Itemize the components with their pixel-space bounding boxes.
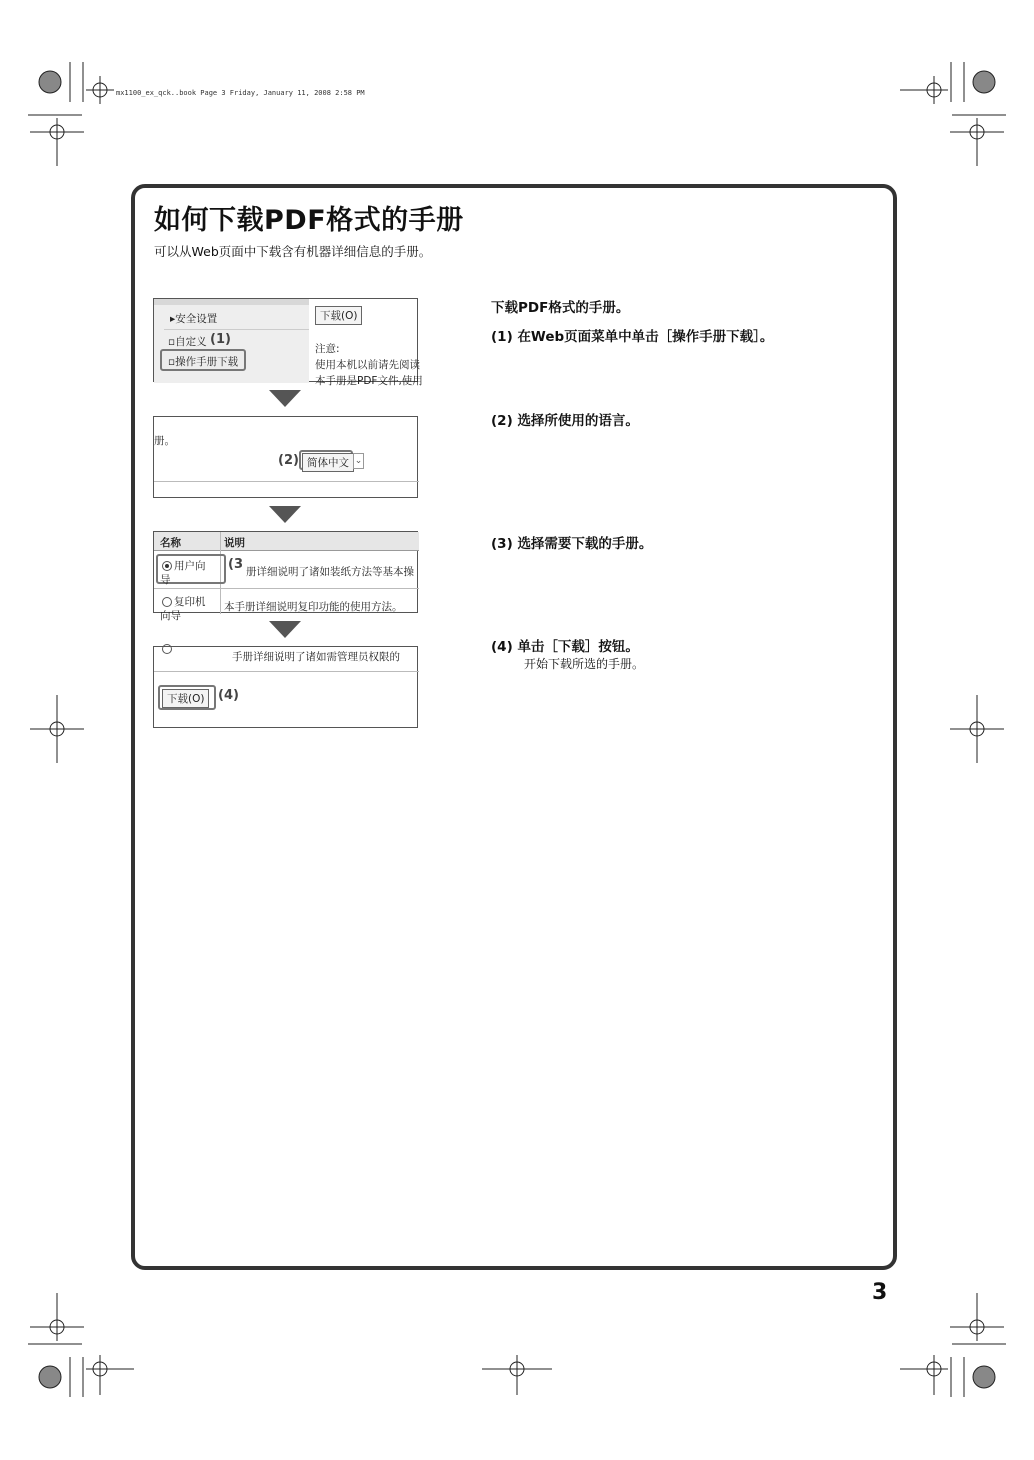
radio-row-partial[interactable] xyxy=(162,643,174,655)
screenshot-menu xyxy=(153,298,423,387)
radio-icon xyxy=(162,561,172,571)
screenshot-language xyxy=(153,416,418,498)
step-1-text: 在Web页面菜单中单击［操作手册下载］。 xyxy=(517,329,774,345)
step-4-number: (4) xyxy=(491,639,513,655)
down-arrow-3 xyxy=(269,621,301,638)
col-header-desc: 说明 xyxy=(224,537,245,549)
step-1-number: (1) xyxy=(491,329,513,345)
screenshot-manual-list xyxy=(153,531,418,622)
page-title: 如何下载PDF格式的手册 xyxy=(154,205,464,236)
page-number: 3 xyxy=(872,1280,888,1305)
s4-row-text: 手册详细说明了诸如需管理员权限的 xyxy=(232,651,400,663)
menu-item-security[interactable]: ▸安全设置 xyxy=(170,313,218,325)
steps-heading: 下载PDF格式的手册。 xyxy=(491,300,630,316)
down-arrow-2 xyxy=(269,506,301,523)
chevron-down-icon[interactable]: ⌄ xyxy=(353,453,364,469)
step-4-text: 单击［下载］按钮。 xyxy=(517,639,639,655)
menu-item-custom[interactable]: ▫自定义 xyxy=(168,336,207,348)
row1-desc: 册详细说明了诸如装纸方法等基本操 xyxy=(246,566,414,578)
step-1 xyxy=(491,325,773,345)
print-header: mx1100_ex_qck..book Page 3 Friday, January 11, 2008 2:58 PM xyxy=(116,89,365,97)
download-button-s1[interactable]: 下载(O) xyxy=(315,306,362,325)
callout-2: (2) xyxy=(278,453,299,468)
step-2-text: 选择所使用的语言。 xyxy=(517,413,639,429)
radio-copier-guide[interactable]: 复印机 xyxy=(162,594,206,609)
row2-name-line2: 向导 xyxy=(160,610,181,622)
note-label: 注意: xyxy=(315,343,340,355)
callout-3: (3 xyxy=(228,557,243,572)
screenshot-download xyxy=(153,646,418,728)
radio-icon xyxy=(162,597,172,607)
step-4 xyxy=(491,635,639,655)
page-subtitle: 可以从Web页面中下载含有机器详细信息的手册。 xyxy=(154,244,432,259)
radio-icon xyxy=(162,644,172,654)
step-2 xyxy=(491,409,639,429)
row2-desc: 本手册详细说明复印功能的使用方法。 xyxy=(224,601,403,613)
callout-4: (4) xyxy=(218,688,239,703)
note-line-1: 使用本机以前请先阅读 xyxy=(315,359,420,371)
step-3-number: (3) xyxy=(491,536,513,552)
radio-user-guide[interactable]: 用户向 xyxy=(162,558,206,573)
step-4-description: 开始下载所选的手册。 xyxy=(524,657,645,671)
download-button-s4[interactable]: 下载(O) xyxy=(162,689,209,708)
down-arrow-1 xyxy=(269,390,301,407)
menu-item-manual-download[interactable]: ▫操作手册下载 xyxy=(168,356,239,368)
language-select[interactable]: 简体中文 xyxy=(302,453,354,472)
row1-name-line2: 导 xyxy=(160,574,171,586)
step-3 xyxy=(491,532,652,552)
col-header-name: 名称 xyxy=(160,537,181,549)
callout-1: (1) xyxy=(210,332,231,347)
s2-text-left: 册。 xyxy=(154,435,175,447)
note-line-2: 本手册是PDF文件,使用 xyxy=(315,375,423,387)
step-2-number: (2) xyxy=(491,413,513,429)
step-3-text: 选择需要下载的手册。 xyxy=(517,536,653,552)
